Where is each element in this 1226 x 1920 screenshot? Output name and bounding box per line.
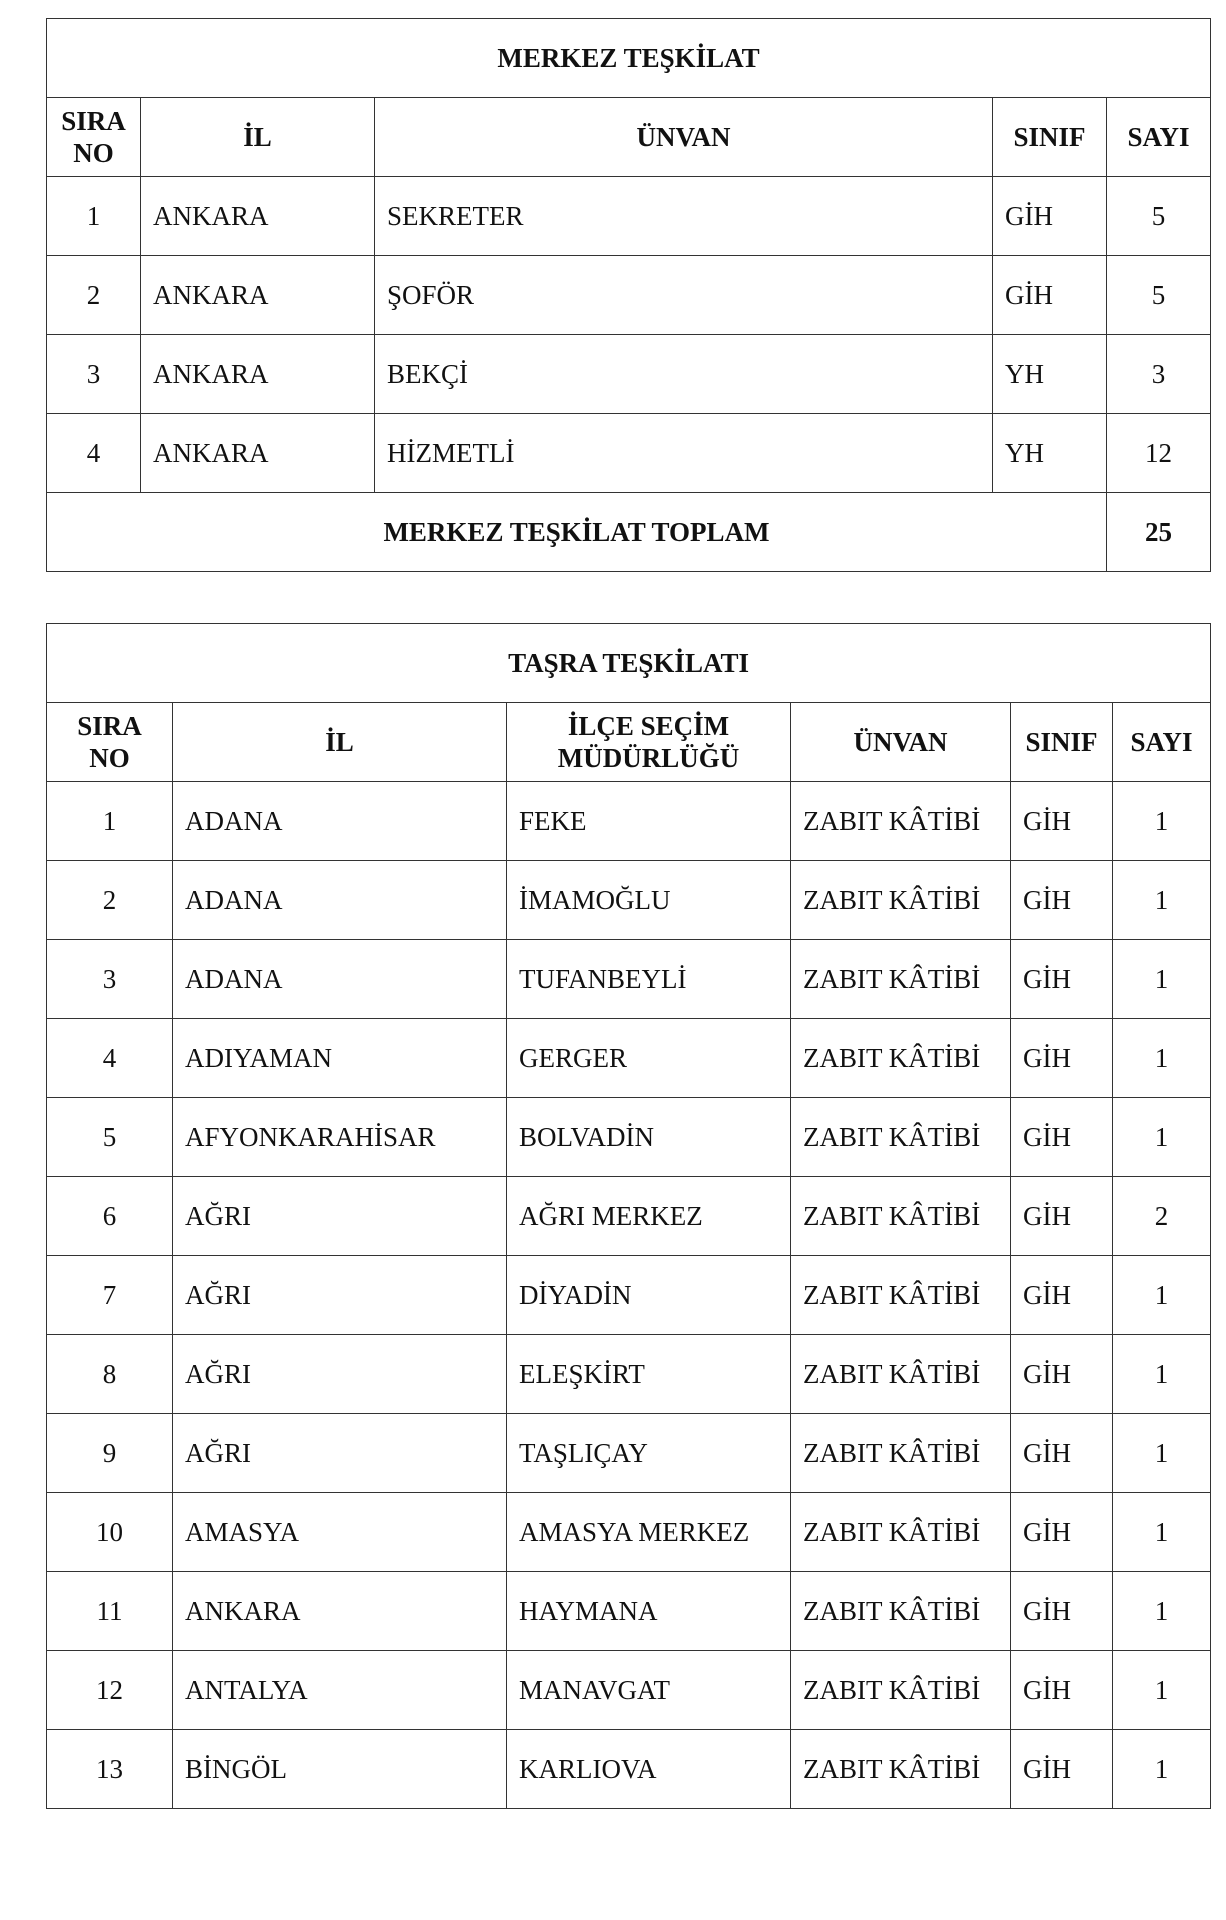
table-row [47, 177, 1211, 256]
row-sinif: GİH [1011, 940, 1113, 1019]
row-sinif: GİH [993, 256, 1107, 335]
row-ilce: İMAMOĞLU [507, 861, 791, 940]
row-sayi: 3 [1107, 335, 1211, 414]
row-sinif: GİH [1011, 1256, 1113, 1335]
row-sayi: 5 [1107, 177, 1211, 256]
row-il: AĞRI [173, 1256, 507, 1335]
table-row [47, 782, 1211, 861]
row-il: ANKARA [141, 177, 375, 256]
row-il: AMASYA [173, 1493, 507, 1572]
row-no: 1 [47, 177, 141, 256]
row-il: AFYONKARAHİSAR [173, 1098, 507, 1177]
row-sinif: GİH [1011, 1019, 1113, 1098]
row-sinif: GİH [1011, 1335, 1113, 1414]
row-ilce: GERGER [507, 1019, 791, 1098]
row-unvan: ŞOFÖR [375, 256, 993, 335]
row-sayi: 1 [1113, 940, 1211, 1019]
row-il: ADANA [173, 940, 507, 1019]
row-il: ADIYAMAN [173, 1019, 507, 1098]
row-no: 6 [47, 1177, 173, 1256]
tasra-header-row [47, 703, 1211, 782]
row-sinif: GİH [1011, 1493, 1113, 1572]
row-ilce: BOLVADİN [507, 1098, 791, 1177]
row-no: 3 [47, 335, 141, 414]
row-ilce: ELEŞKİRT [507, 1335, 791, 1414]
row-no: 5 [47, 1098, 173, 1177]
row-unvan: ZABIT KÂTİBİ [791, 1177, 1011, 1256]
row-sinif: GİH [1011, 1414, 1113, 1493]
row-sayi: 12 [1107, 414, 1211, 493]
header-il: İL [173, 703, 507, 782]
table-row [47, 1177, 1211, 1256]
row-ilce: AĞRI MERKEZ [507, 1177, 791, 1256]
table-row [47, 1256, 1211, 1335]
row-no: 2 [47, 861, 173, 940]
row-sinif: GİH [1011, 861, 1113, 940]
row-ilce: DİYADİN [507, 1256, 791, 1335]
table-row [47, 940, 1211, 1019]
row-il: ANKARA [173, 1572, 507, 1651]
row-unvan: ZABIT KÂTİBİ [791, 1493, 1011, 1572]
row-no: 4 [47, 1019, 173, 1098]
merkez-total-value: 25 [1107, 493, 1211, 572]
merkez-header-row [47, 98, 1211, 177]
header-sira-no: SIRA NO [47, 703, 173, 782]
table-row [47, 1651, 1211, 1730]
row-sayi: 1 [1113, 1335, 1211, 1414]
header-sayi: SAYI [1113, 703, 1211, 782]
table-row [47, 1572, 1211, 1651]
row-unvan: ZABIT KÂTİBİ [791, 782, 1011, 861]
row-sayi: 1 [1113, 1414, 1211, 1493]
row-no: 13 [47, 1730, 173, 1809]
row-ilce: MANAVGAT [507, 1651, 791, 1730]
row-no: 1 [47, 782, 173, 861]
row-no: 11 [47, 1572, 173, 1651]
row-sinif: GİH [1011, 1177, 1113, 1256]
row-unvan: ZABIT KÂTİBİ [791, 861, 1011, 940]
row-il: AĞRI [173, 1177, 507, 1256]
table-row [47, 1019, 1211, 1098]
header-unvan: ÜNVAN [375, 98, 993, 177]
row-no: 10 [47, 1493, 173, 1572]
row-sinif: YH [993, 335, 1107, 414]
row-no: 3 [47, 940, 173, 1019]
row-il: ADANA [173, 861, 507, 940]
header-ilce-secim-mudurlugu: İLÇE SEÇİM MÜDÜRLÜĞÜ [507, 703, 791, 782]
row-ilce: TUFANBEYLİ [507, 940, 791, 1019]
row-unvan: ZABIT KÂTİBİ [791, 1572, 1011, 1651]
row-sinif: GİH [1011, 1730, 1113, 1809]
row-sayi: 1 [1113, 1730, 1211, 1809]
merkez-total-row [47, 493, 1211, 572]
row-ilce: HAYMANA [507, 1572, 791, 1651]
row-ilce: KARLIOVA [507, 1730, 791, 1809]
row-no: 7 [47, 1256, 173, 1335]
row-no: 12 [47, 1651, 173, 1730]
header-sinif: SINIF [993, 98, 1107, 177]
header-sira-no: SIRA NO [47, 98, 141, 177]
table-row [47, 1493, 1211, 1572]
row-no: 4 [47, 414, 141, 493]
row-sayi: 5 [1107, 256, 1211, 335]
row-il: ANTALYA [173, 1651, 507, 1730]
header-il: İL [141, 98, 375, 177]
row-il: ANKARA [141, 335, 375, 414]
row-unvan: ZABIT KÂTİBİ [791, 940, 1011, 1019]
row-unvan: ZABIT KÂTİBİ [791, 1335, 1011, 1414]
row-no: 9 [47, 1414, 173, 1493]
row-sayi: 1 [1113, 1019, 1211, 1098]
row-sayi: 1 [1113, 1493, 1211, 1572]
row-sinif: GİH [993, 177, 1107, 256]
row-sinif: GİH [1011, 1651, 1113, 1730]
row-sayi: 1 [1113, 1572, 1211, 1651]
row-no: 8 [47, 1335, 173, 1414]
merkez-total-label: MERKEZ TEŞKİLAT TOPLAM [47, 493, 1107, 572]
table-row [47, 861, 1211, 940]
row-sinif: GİH [1011, 1572, 1113, 1651]
row-unvan: ZABIT KÂTİBİ [791, 1730, 1011, 1809]
row-unvan: ZABIT KÂTİBİ [791, 1019, 1011, 1098]
row-il: AĞRI [173, 1414, 507, 1493]
row-unvan: SEKRETER [375, 177, 993, 256]
row-unvan: ZABIT KÂTİBİ [791, 1098, 1011, 1177]
row-sinif: YH [993, 414, 1107, 493]
row-unvan: BEKÇİ [375, 335, 993, 414]
row-il: AĞRI [173, 1335, 507, 1414]
header-sinif: SINIF [1011, 703, 1113, 782]
row-ilce: AMASYA MERKEZ [507, 1493, 791, 1572]
row-il: BİNGÖL [173, 1730, 507, 1809]
row-sinif: GİH [1011, 1098, 1113, 1177]
row-sayi: 1 [1113, 1098, 1211, 1177]
merkez-teskilat-table [46, 18, 1211, 572]
row-unvan: ZABIT KÂTİBİ [791, 1414, 1011, 1493]
header-sayi: SAYI [1107, 98, 1211, 177]
row-il: ADANA [173, 782, 507, 861]
table-row [47, 256, 1211, 335]
tasra-teskilati-table [46, 623, 1211, 1809]
merkez-table-title: MERKEZ TEŞKİLAT [47, 19, 1211, 98]
row-unvan: HİZMETLİ [375, 414, 993, 493]
row-il: ANKARA [141, 414, 375, 493]
row-sayi: 1 [1113, 1256, 1211, 1335]
table-row [47, 1098, 1211, 1177]
row-sinif: GİH [1011, 782, 1113, 861]
row-no: 2 [47, 256, 141, 335]
row-ilce: TAŞLIÇAY [507, 1414, 791, 1493]
header-unvan: ÜNVAN [791, 703, 1011, 782]
row-ilce: FEKE [507, 782, 791, 861]
table-row [47, 335, 1211, 414]
table-row [47, 1414, 1211, 1493]
row-unvan: ZABIT KÂTİBİ [791, 1256, 1011, 1335]
row-sayi: 2 [1113, 1177, 1211, 1256]
row-sayi: 1 [1113, 782, 1211, 861]
table-row [47, 1335, 1211, 1414]
row-il: ANKARA [141, 256, 375, 335]
row-sayi: 1 [1113, 861, 1211, 940]
table-row [47, 1730, 1211, 1809]
tasra-table-title: TAŞRA TEŞKİLATI [47, 624, 1211, 703]
table-row [47, 414, 1211, 493]
row-sayi: 1 [1113, 1651, 1211, 1730]
row-unvan: ZABIT KÂTİBİ [791, 1651, 1011, 1730]
